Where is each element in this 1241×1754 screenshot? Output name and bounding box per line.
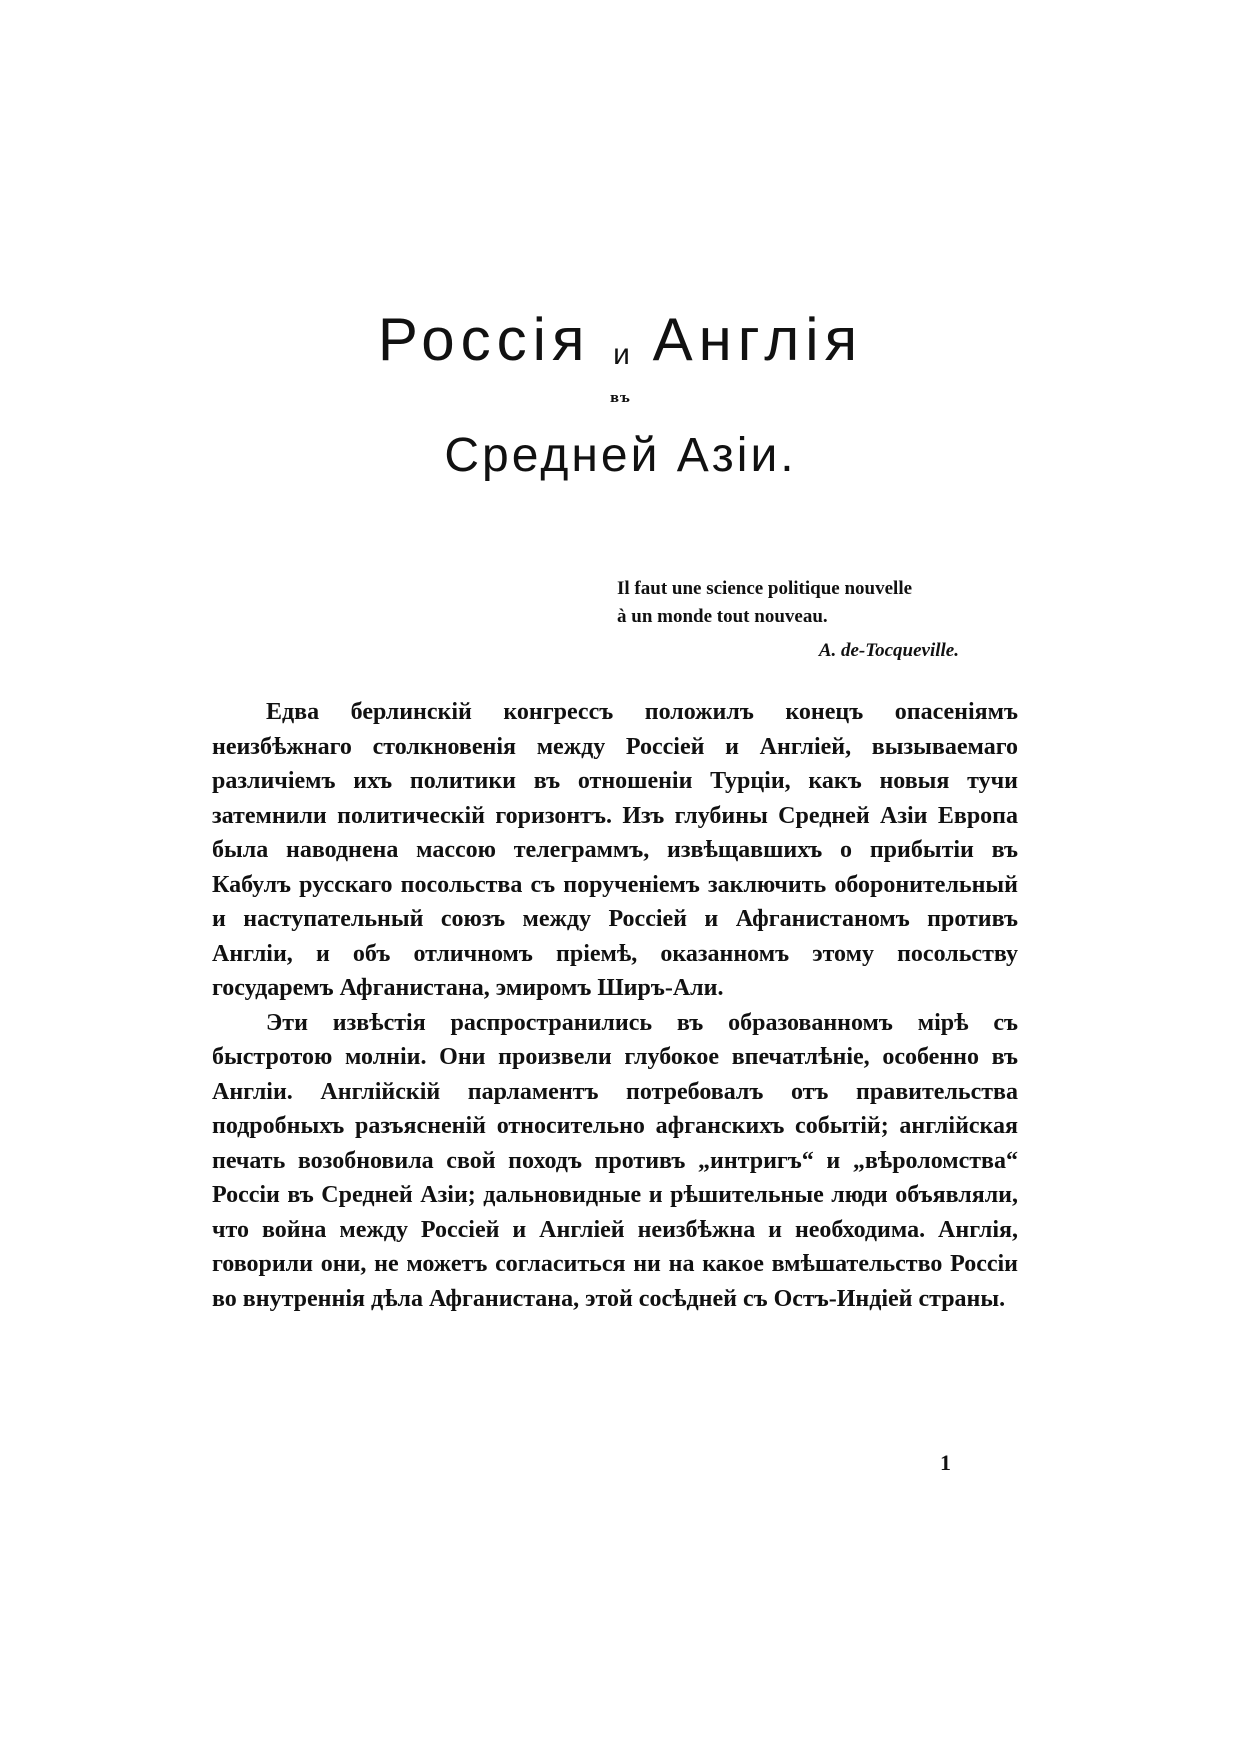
epigraph <box>617 575 1017 665</box>
title-word-england: Англія <box>652 306 864 373</box>
epigraph-line-2: à un monde tout nouveau. <box>617 606 828 627</box>
title-connector: и <box>613 338 630 371</box>
title-line-3: Средней Азіи. <box>444 429 797 482</box>
page-number: 1 <box>940 1450 951 1475</box>
paragraph-1: Едва берлинскій конгрессъ положилъ конецъ опасеніямъ неизбѣжнаго столкновенія между Россіей и Англіей, вызываемаго различіемъ ихъ политики въ отношеніи Турціи, какъ новыя тучи затемнили политическій горизонтъ. Изъ глубины Средней Азіи Европа была наводнена массою телеграммъ, извѣщавшихъ о прибытіи въ Кабулъ русскаго посольства съ порученіемъ заключить оборонительный и наступательный союзъ между Россіей и Афганистаномъ противъ Англіи, и объ отличномъ пріемѣ, оказанномъ этому посольству государемъ Афганистана, эмиромъ Ширъ-Али. <box>212 699 1018 1001</box>
body-text <box>212 695 1018 1316</box>
title-line-2: въ <box>609 391 631 406</box>
epigraph-line-1: Il faut une science politique nouvelle <box>617 578 913 599</box>
paragraph-2: Эти извѣстія распространились въ образованномъ мірѣ съ быстротою молніи. Они произвели глубокое впечатлѣніе, особенно въ Англіи. Англійскій парламентъ потребовалъ отъ правительства подробныхъ разъясненій относительно афганскихъ событій; англійская печать возобновила свой походъ противъ „интригъ“ и „вѣроломства“ Россіи въ Средней Азіи; дальновидные и рѣшительные люди объявляли, что война между Россіей и Англіей неизбѣжна и необходима. Англія, говорили они, не можетъ согласиться ни на какое вмѣшательство Россіи во внутреннія дѣла Афганистана, этой сосѣдней съ Остъ-Индіей страны. <box>212 1009 1018 1312</box>
title-line-1 <box>0 305 1241 390</box>
epigraph-author: A. de-Tocqueville. <box>818 640 959 661</box>
title-word-russia: Россія <box>377 306 591 373</box>
